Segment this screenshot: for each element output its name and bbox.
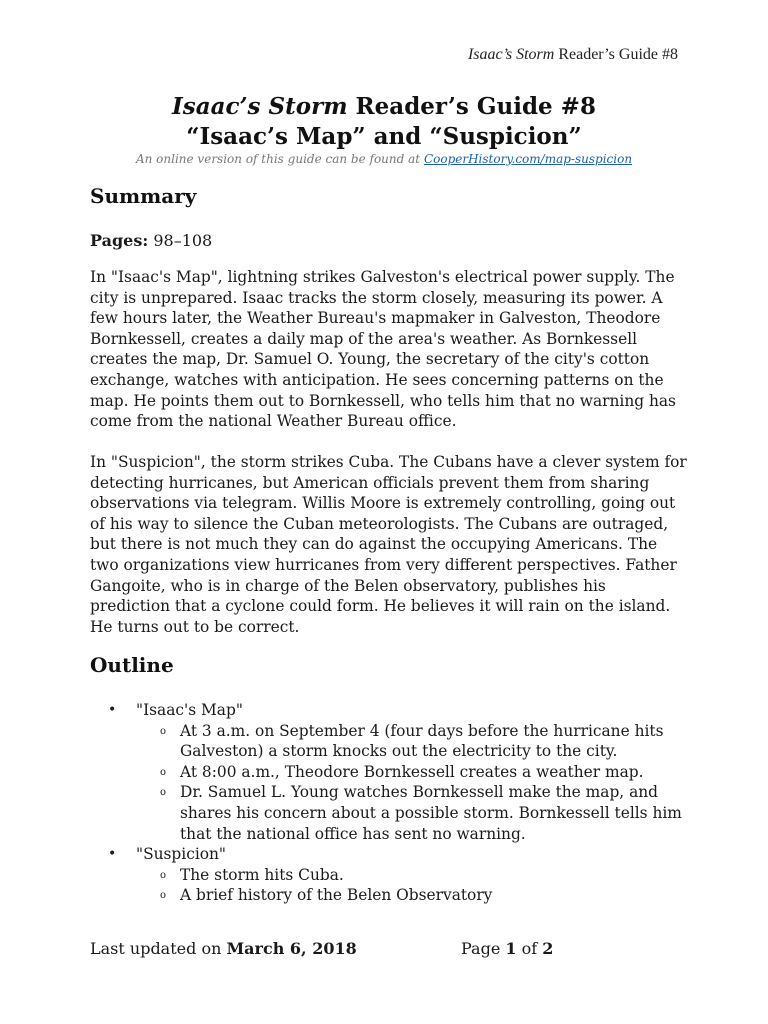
outline-subitem bbox=[108, 885, 688, 906]
outline-item-label: "Suspicion" bbox=[136, 845, 227, 864]
outline-list bbox=[108, 700, 688, 906]
page-title bbox=[0, 92, 768, 122]
page-of: of bbox=[516, 939, 543, 958]
page-label: Page bbox=[461, 939, 506, 958]
outline-subitem bbox=[108, 762, 688, 783]
header-title-italic: Isaac’s Storm bbox=[467, 46, 555, 63]
outline-subitem-text: A brief history of the Belen Observatory bbox=[180, 886, 493, 905]
page-subtitle: “Isaac’s Map” and “Suspicion” bbox=[186, 123, 582, 150]
title-rest: Reader’s Guide #8 bbox=[347, 93, 596, 120]
outline-subitem-text: Dr. Samuel L. Young watches Bornkessell make the map, and shares his concern about a possible storm. Bornkessell tells him that the national office has sent no warning. bbox=[180, 783, 682, 843]
outline-subitem bbox=[108, 782, 688, 844]
summary-heading: Summary bbox=[90, 184, 197, 208]
outline-item bbox=[108, 844, 688, 865]
outline-item-label: "Isaac's Map" bbox=[136, 701, 243, 719]
outline-subitem-text: At 3 a.m. on September 4 (four days before the hurricane hits Galveston) a storm knocks out the electricity to the city. bbox=[180, 721, 664, 761]
pages-label: Pages: bbox=[90, 231, 149, 250]
outline-heading: Outline bbox=[90, 653, 174, 677]
summary-paragraph-2: In "Suspicion", the storm strikes Cuba. The Cubans have a clever system for detecting hurricanes, but American officials prevent them from sharing observations via telegram. Willis Moore is extremely controlling, going out of his way to silence the Cuban meteorologists. The Cubans are outraged, but there is not much they can do against the occupying Americans. The two organizations view hurricanes from very different perspectives. Father Gangoite, who is in charge of the Belen observatory, publishes his prediction that a cyclone could form. He believes it will rain on the island. He turns out to be correct. bbox=[90, 453, 687, 636]
circle-bullet-icon: o bbox=[160, 787, 167, 799]
outline-item bbox=[108, 700, 688, 721]
last-updated bbox=[90, 939, 357, 958]
last-updated-date: March 6, 2018 bbox=[226, 939, 357, 958]
outline-subitem-text: The storm hits Cuba. bbox=[180, 865, 344, 884]
outline-subitem bbox=[108, 721, 688, 762]
page-total: 2 bbox=[542, 939, 554, 958]
pages-value: 98–108 bbox=[148, 231, 213, 250]
circle-bullet-icon: o bbox=[160, 766, 167, 778]
outline-subitem bbox=[108, 865, 688, 886]
circle-bullet-icon: o bbox=[160, 890, 167, 902]
last-updated-label: Last updated on bbox=[90, 939, 227, 958]
online-note bbox=[0, 152, 768, 166]
pages-line bbox=[90, 231, 212, 250]
header-title-rest: Reader’s Guide #8 bbox=[554, 46, 678, 63]
page-header bbox=[468, 46, 678, 64]
page-number bbox=[461, 939, 553, 958]
summary-paragraph-1: In "Isaac's Map", lightning strikes Galveston's electrical power supply. The city is unprepared. Isaac tracks the storm closely, measuring its power. A few hours later, the Weather Bureau's mapmaker in Galveston, Theodore Bornkessell, creates a daily map of the area's weather. As Bornkessell creates the map, Dr. Samuel O. Young, the secretary of the city's cotton exchange, watches with anticipation. He sees concerning patterns on the map. He points them out to Bornkessell, who tells him that no warning has come from the national Weather Bureau office. bbox=[90, 268, 676, 431]
circle-bullet-icon: o bbox=[160, 869, 167, 881]
bullet-icon: • bbox=[108, 702, 117, 718]
outline-subitem-text: At 8:00 a.m., Theodore Bornkessell creates a weather map. bbox=[180, 762, 644, 781]
page-current: 1 bbox=[505, 939, 517, 958]
circle-bullet-icon: o bbox=[160, 725, 167, 737]
title-italic: Isaac’s Storm bbox=[172, 93, 348, 120]
online-guide-link[interactable]: CooperHistory.com/map-suspicion bbox=[423, 152, 633, 166]
bullet-icon: • bbox=[108, 846, 117, 863]
online-note-text: An online version of this guide can be found at bbox=[135, 152, 424, 166]
